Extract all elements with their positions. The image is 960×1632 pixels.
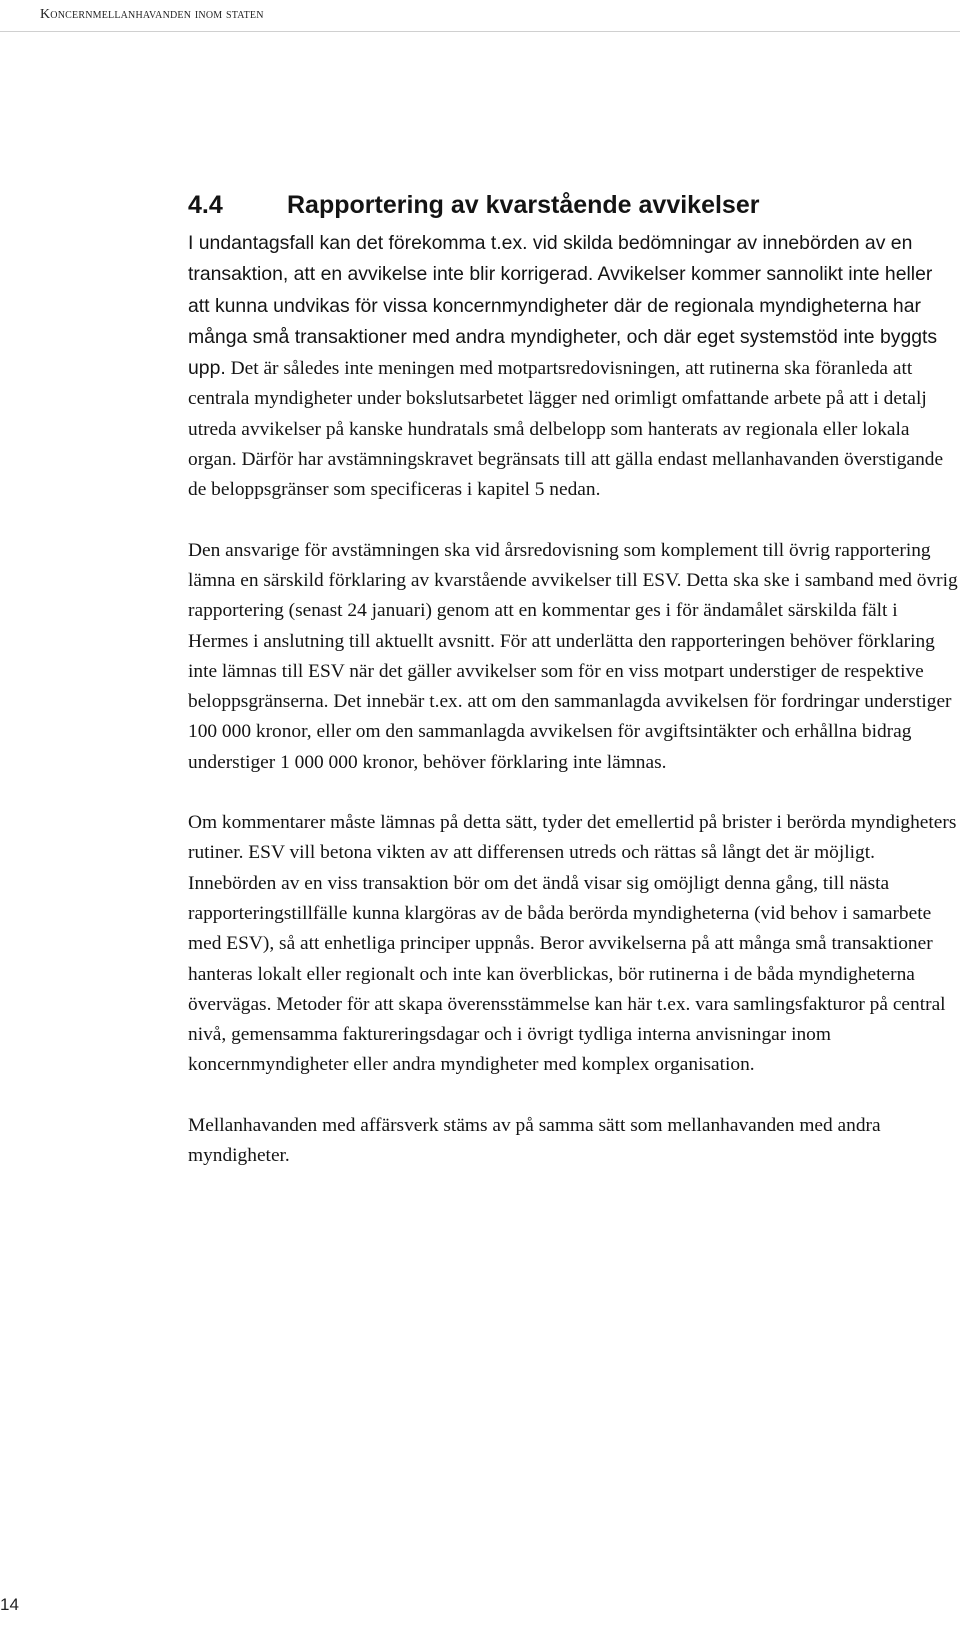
paragraph-1-serif-part: Det är således inte meningen med motpartsredovisningen, att rutinerna ska föranleda att centrala myndigheter under bokslutsarbetet lägger ned orimligt omfattande arbete på att i detalj utreda avvikelser på kanske hundratals små delbelopp som hanterats av regionala eller lokala organ. Därför har avstämningskravet begränsats till att gälla endast mellanhavanden överstigande de beloppsgränser som specificeras i kapitel 5 nedan. <box>188 358 944 501</box>
paragraph-1 <box>188 228 958 506</box>
running-header-title: Koncernmellanhavanden inom staten <box>40 7 264 22</box>
paragraph-4: Mellanhavanden med affärsverk stäms av på samma sätt som mellanhavanden med andra myndigheter. <box>188 1114 881 1167</box>
paragraph-gap <box>188 506 958 536</box>
paragraph-2: Den ansvarige för avstämningen ska vid årsredovisning som komplement till övrig rapportering lämna en särskild förklaring av kvarstående avvikelser till ESV. Detta ska ske i samband med övrig rapportering (senast 24 januari) genom att en kommentar ges i för ändamålet särskilda fält i Hermes i anslutning till aktuellt avsnitt. För att underlätta den rapporteringen behöver förklaring inte lämnas till ESV när det gäller avvikelser som för en viss motpart understiger de respektive beloppsgränserna. Det innebär t.ex. att om den sammanlagda avvikelsen för fordringar understiger 100 000 kronor, eller om den sammanlagda avvikelsen för avgiftsintäkter och erhållna bidrag understiger 1 000 000 kronor, behöver förklaring inte lämnas. <box>188 539 958 773</box>
page-number: 14 <box>0 1595 19 1614</box>
page-content <box>188 188 958 1171</box>
paragraph-gap <box>188 778 958 808</box>
running-header <box>40 7 264 23</box>
section-title: Rapportering av kvarstående avvikelser <box>287 191 760 219</box>
paragraph-3: Om kommentarer måste lämnas på detta sätt, tyder det emellertid på brister i berörda myndigheters rutiner. ESV vill betona vikten av att differensen utreds och rättas så långt det är möjligt. Innebörden av en viss transaktion bör om det ändå visar sig omöjligt denna gång, till nästa rapporteringstillfälle kunna klargöras av de båda berörda myndigheterna (vid behov i samarbete med ESV), så att enhetliga principer uppnås. Beror avvikelserna på att många små transaktioner hanteras lokalt eller regionalt och inte kan överblickas, bör rutinerna i de båda myndigheterna övervägas. Metoder för att skapa överensstämmelse kan här t.ex. vara samlingsfakturor på central nivå, gemensamma faktureringsdagar och i övrigt tydliga interna anvisningar inom koncernmyndigheter eller andra myndigheter med komplex organisation. <box>188 812 957 1076</box>
paragraph-1-sans-part: I undantagsfall kan det förekomma t.ex. vid skilda bedömningar av innebörden av en transaktion, att en avvikelse inte blir korrigerad. Avvikelser kommer sannolikt inte heller att kunna undvikas för vissa koncernmyndigheter där de regionala myndigheterna har många små transaktioner med andra myndigheter, och där eget systemstöd inte byggts upp. <box>188 232 938 380</box>
paragraph-gap <box>188 1081 958 1111</box>
section-heading <box>188 188 958 222</box>
section-number: 4.4 <box>188 191 223 219</box>
header-rule <box>0 31 960 32</box>
